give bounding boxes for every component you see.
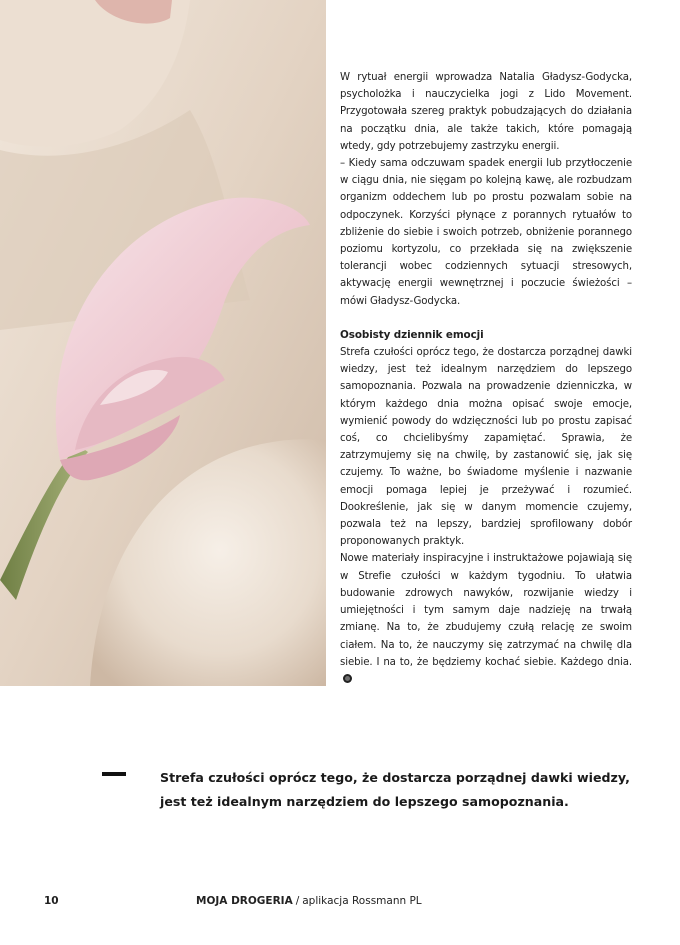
footer: [196, 895, 422, 907]
footer-separator: /: [295, 895, 300, 907]
article-paragraph: W rytuał energii wprowadza Natalia Gładysz-Godycka, psycholożka i nauczycielka jogi z Lido Movement. Przygotowała szereg praktyk pobudzających do działania na początku dnia, ale także takich, które pomagają wtedy, gdy potrzebujemy zastrzyku energii.: [340, 72, 632, 152]
footer-brand: MOJA DROGERIA: [196, 895, 293, 907]
article-paragraph-text: Nowe materiały inspiracyjne i instruktażowe pojawiają się w Strefie czułości w każdym tygodniu. To ułatwia budowanie zdrowych nawyków, rozwijanie wiedzy i umiejętności i tym samym daje nadzieję na trwałą zmianę. Na to, że zbudujemy czułą relację ze swoim ciałem. Na to, że nauczymy się zatrzymać na chwilę dla siebie. I na to, że będziemy kochać siebie. Każdego dnia.: [340, 553, 632, 668]
section-heading: Osobisty dziennik emocji: [340, 328, 484, 341]
hero-photo-calla-lily: [0, 0, 326, 686]
article-paragraph-last: [340, 550, 632, 688]
footer-subtitle: aplikacja Rossmann PL: [302, 895, 422, 907]
calla-lily-illustration: [0, 0, 326, 686]
pull-quote-line: Strefa czułości oprócz tego, że dostarcza porządnej dawki wiedzy,: [160, 770, 630, 785]
article-body: [340, 69, 632, 688]
article-paragraph: – Kiedy sama odczuwam spadek energii lub przytłoczenie w ciągu dnia, nie sięgam po kolejną kawę, ale rozbudzam organizm oddechem lub po prostu pozwalam sobie na odpoczynek. Korzyści płynące z porannych rytuałów to zbliżenie do siebie i swoich potrzeb, obniżenie porannego poziomu kortyzolu, co przekłada się na zwiększenie tolerancji wobec codziennych sytuacji stresowych, aktywację energii wewnętrznej i poczucie świeżości – mówi Gładysz-Godycka.: [340, 158, 632, 307]
end-of-article-icon: [343, 674, 352, 683]
article-paragraph: Strefa czułości oprócz tego, że dostarcza porządnej dawki wiedzy, jest też idealnym narzędziem do lepszego samopoznania. Pozwala na prowadzenie dzienniczka, w którym każdego dnia można opisać swoje emocje, wymienić powody do wdzięczności lub po prostu zapisać coś, co chcielibyśmy zapamiętać. Sprawia, że zatrzymujemy się na chwilę, by zastanowić się, jak się czujemy. To ważne, bo świadome myślenie i nazwanie emocji pomaga lepiej je przeżywać i rozumieć. Dookreślenie, jak się w danym momencie czujemy, pozwala też na lepszy, bardziej sprofilowany dobór proponowanych praktyk.: [340, 347, 632, 548]
pull-quote: [160, 766, 630, 814]
quote-dash-icon: [102, 772, 126, 776]
pull-quote-line: jest też idealnym narzędziem do lepszego samopoznania.: [160, 794, 569, 809]
page-number: 10: [44, 895, 59, 907]
